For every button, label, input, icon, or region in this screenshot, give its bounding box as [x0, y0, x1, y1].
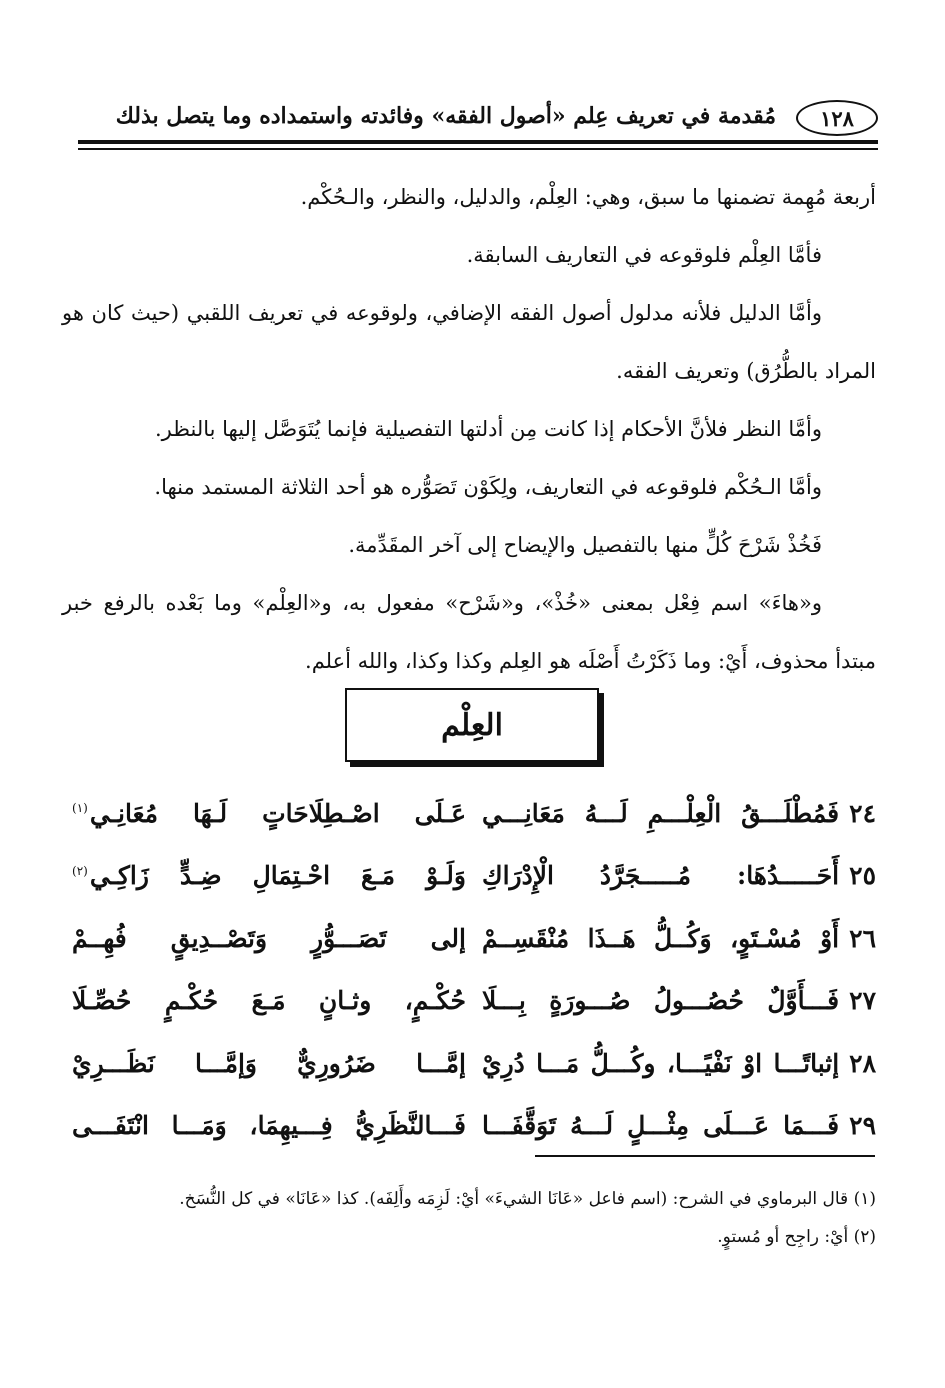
- verse-number: ٢٥: [849, 861, 876, 891]
- page-number-badge: [796, 100, 878, 136]
- verse-first-text: أَوْ مُسْـتَوٍ، وَكُــلُّ هَــذَا مُنْقَسِــمْ: [482, 923, 840, 953]
- paragraph: وأمَّا الـحُكْم فلوقوعه في التعاريف، ولِكَوْن تَصَوُّره هو أحد الثلاثة المستمد منها.: [154, 475, 822, 499]
- footnote-marker[interactable]: (٢): [72, 863, 88, 878]
- paragraph: فأمَّا العِلْم فلوقوعه في التعاريف السابقة.: [466, 243, 822, 267]
- verse-number: ٢٩: [849, 1111, 876, 1141]
- footnote-marker[interactable]: (١): [72, 801, 88, 816]
- verse-line: [72, 845, 876, 908]
- paragraph: وأمَّا النظر فلأنَّ الأحكام إذا كانت مِن أدلتها التفصيلية فإنما يُتَوَصَّل إليها بالنظر.: [155, 417, 822, 441]
- body-text: [62, 168, 876, 690]
- verse-second-hemistich: [72, 1049, 466, 1078]
- verse-first-text: فَـــمَا عَـــلَى مِثْـــلٍ لَـــهُ تَوَقَّفَـــا: [482, 1111, 840, 1141]
- verse-second-text: فَـــالنَّظَرِيُّ فِـــيهِمَا، وَمَـــا انْتَفَـــى: [72, 1111, 466, 1141]
- verse-first-text: إثباتًـــا اوْ نَفْيًـــا، وكُـــلُّ مَـــا دُرِيْ: [482, 1048, 840, 1078]
- paragraph: و«هاءَ» اسم فِعْل بمعنى «خُذْ»، و«شَرْح» مفعول به، و«العِلْم» وما بَعْده بالرفع خبر مبتدأ محذوف، أَيْ: وما ذَكَرْتُ أَصْلَه هو العِلم وكذا وكذا، والله أعلم.: [62, 591, 876, 673]
- section-heading-box: [345, 688, 599, 762]
- verse-first-text: أَحَـــــدُهَا: مُـــــجَرَّدُ الْإِدْرَاكِ: [482, 861, 840, 891]
- footnotes: [62, 1180, 876, 1256]
- verse-first-hemistich: [482, 861, 876, 890]
- footnote: (١) قال البرماوي في الشرح: (اسم فاعل «عَانَا الشيءَ» أيْ: لَزِمَه وأَلِفَه). كذا «عَانَا» في كل النُّسَخ.: [179, 1189, 876, 1209]
- header-rule-thick: [78, 140, 878, 144]
- paragraph: وأمَّا الدليل فلأنه مدلول أصول الفقه الإضافي، ولوقوعه في تعريف اللقبي (حيث كان هو المراد بالطُّرُق) وتعريف الفقه.: [62, 301, 876, 383]
- footnote: (٢) أيْ: راجِح أو مُستوٍ.: [717, 1227, 876, 1247]
- footnote-separator: [535, 1155, 875, 1157]
- verse-number: ٢٦: [849, 923, 876, 953]
- verse-second-hemistich: [72, 1111, 466, 1140]
- verse-second-hemistich: [72, 924, 466, 953]
- running-title: مُقدمة في تعريف عِلم «أصول الفقه» وفائدته واستمداده وما يتصل بذلك: [115, 103, 776, 129]
- header-rule-thin: [78, 148, 878, 150]
- verse-second-text: إلى تَصَـــوُّرٍ وَتَصْــدِيقٍ فُهِــمْ: [72, 923, 466, 953]
- section-heading: العِلْم: [441, 707, 503, 743]
- verse-first-text: فَـــأَوَّلٌ حُصُـــولُ صُـــورَةٍ بِـــلَا: [482, 986, 840, 1016]
- verse-second-text: وَلَـوْ مَـعَ احْـتِمَالِ ضِـدٍّ زَاكِـي: [89, 861, 466, 891]
- page-number: ١٢٨: [820, 105, 854, 131]
- verse-second-text: إمَّـــا ضَرُورِيٌّ وَإمَّـــا نَظَـــرِيْ: [72, 1048, 466, 1078]
- verse-first-hemistich: [482, 986, 876, 1015]
- verse-first-hemistich: [482, 1111, 876, 1140]
- paragraph: فَخُذْ شَرْحَ كُلٍّ منها بالتفصيل والإيضاح إلى آخر المقَدِّمة.: [348, 533, 822, 557]
- verse-number: ٢٤: [849, 798, 876, 828]
- verse-line: [72, 970, 876, 1033]
- verse-first-text: فَمُطْلَـــقُ الْعِلْـــمِ لَـــهُ مَعَانِـــي: [482, 798, 840, 828]
- paragraph: أربعة مُهِمة تضمنها ما سبق، وهي: العِلْم، والدليل، والنظر، والـحُكْم.: [300, 185, 876, 209]
- verse-number: ٢٨: [849, 1048, 876, 1078]
- verse-line: [72, 907, 876, 970]
- verse-line: [72, 1032, 876, 1095]
- verse-line: [72, 1095, 876, 1158]
- verse-first-hemistich: [482, 924, 876, 953]
- verse-second-hemistich: [72, 986, 466, 1015]
- verse-number: ٢٧: [849, 986, 876, 1016]
- verse-second-hemistich: [72, 799, 466, 828]
- verse-second-hemistich: [72, 861, 466, 890]
- page-header: [78, 98, 878, 138]
- verse-first-hemistich: [482, 1049, 876, 1078]
- verse-second-text: حُكْـمٍ، وثـانٍ مَـعَ حُكْـمٍ حُصِّـلَا: [72, 986, 466, 1016]
- verse-first-hemistich: [482, 799, 876, 828]
- verse-second-text: عَـلَى اصْـطِلَاحَاتٍ لَـهَا مُعَانِـي: [89, 798, 466, 828]
- verse-line: [72, 782, 876, 845]
- poem: [72, 782, 876, 1157]
